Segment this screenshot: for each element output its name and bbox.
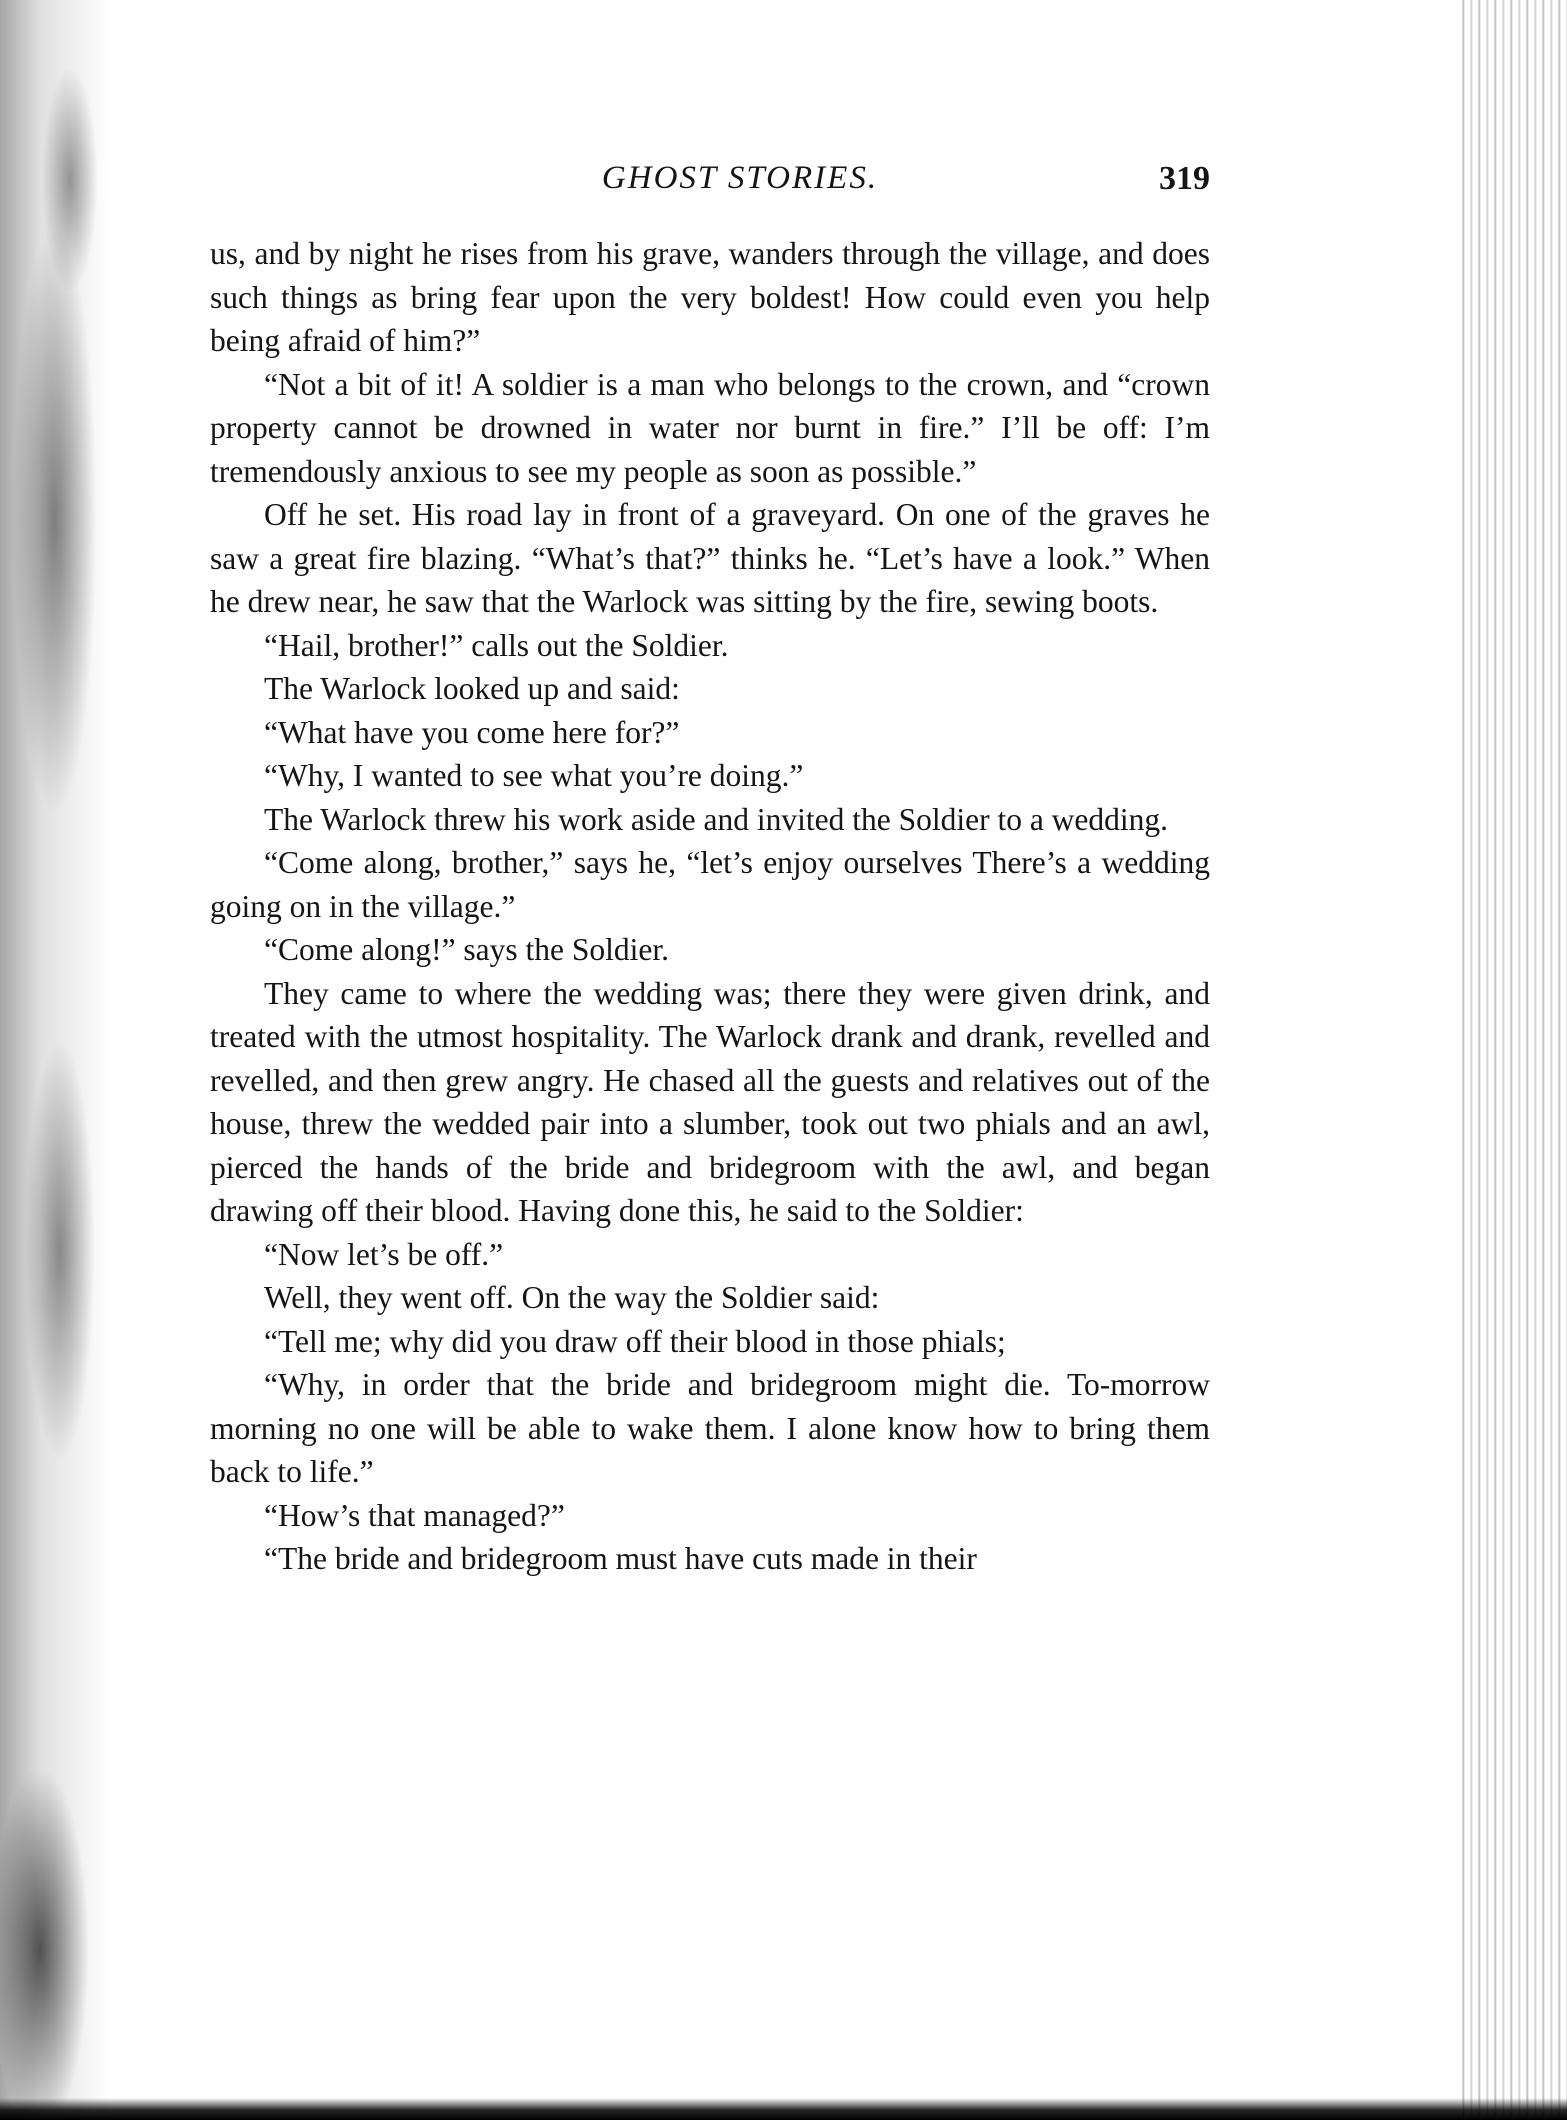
body-text [210, 232, 1210, 1581]
paragraph: “Tell me; why did you draw off their blood in those phials; [264, 1323, 1006, 1359]
paragraph: “Come along!” says the Soldier. [264, 932, 670, 967]
paragraph: Well, they went off. On the way the Soldier said: [264, 1280, 880, 1315]
page-number: 319 [1159, 160, 1210, 197]
paragraph: Off he set. His road lay in front of a graveyard. On one of the graves he saw a great fire blazing. “What’s that?” thinks he. “Let’s have a look.” When he drew near, he saw that the Warlock was sitting by the fire, sewing boots. [210, 497, 1210, 619]
page-header [210, 160, 1210, 210]
paragraph: “Why, I wanted to see what you’re doing.” [264, 758, 804, 793]
paragraph: The Warlock threw his work aside and invited the Soldier to a wedding. [264, 801, 1169, 837]
running-head: GHOST STORIES. [601, 160, 879, 196]
paragraph: “What have you come here for?” [264, 714, 680, 750]
paragraph: “Hail, brother!” calls out the Soldier. [264, 627, 729, 663]
paragraph: “How’s that managed?” [264, 1497, 565, 1533]
book-page [210, 160, 1210, 1581]
scan-bottom-edge-shadow [0, 2050, 1567, 2120]
paragraph: “The bride and bridegroom must have cuts made in their [264, 1541, 977, 1576]
paragraph: They came to where the wedding was; there they were given drink, and treated with the utmost hospitality. The Warlock drank and drank, revelled and revelled, and then grew angry. He chased all the guests and relatives out of the house, threw the wedded pair into a slumber, took out two phials and an awl, pierced the hands of the bride and bridegroom with the awl, and began drawing off their blood. Having done this, he said to the Soldier: [210, 975, 1210, 1228]
paragraph: “Come along, brother,” says he, “let’s enjoy ourselves There’s a wedding going on in the village.” [210, 845, 1210, 924]
scan-left-edge-shadow [0, 0, 150, 2120]
paragraph: “Why, in order that the bride and bridegroom might die. To-morrow morning no one will be able to wake them. I alone know how to bring them back to life.” [210, 1367, 1210, 1489]
scan-right-edge-pages [1457, 0, 1567, 2120]
paragraph: “Not a bit of it! A soldier is a man who belongs to the crown, and “crown property cannot be drowned in water nor burnt in fire.” I’ll be off: I’m tremendously anxious to see my people as soon as possible.” [210, 366, 1210, 489]
paragraph: us, and by night he rises from his grave, wanders through the village, and does such things as bring fear upon the very boldest! How could even you help being afraid of him?” [210, 236, 1210, 358]
paragraph: “Now let’s be off.” [264, 1236, 504, 1272]
paragraph: The Warlock looked up and said: [264, 671, 680, 706]
